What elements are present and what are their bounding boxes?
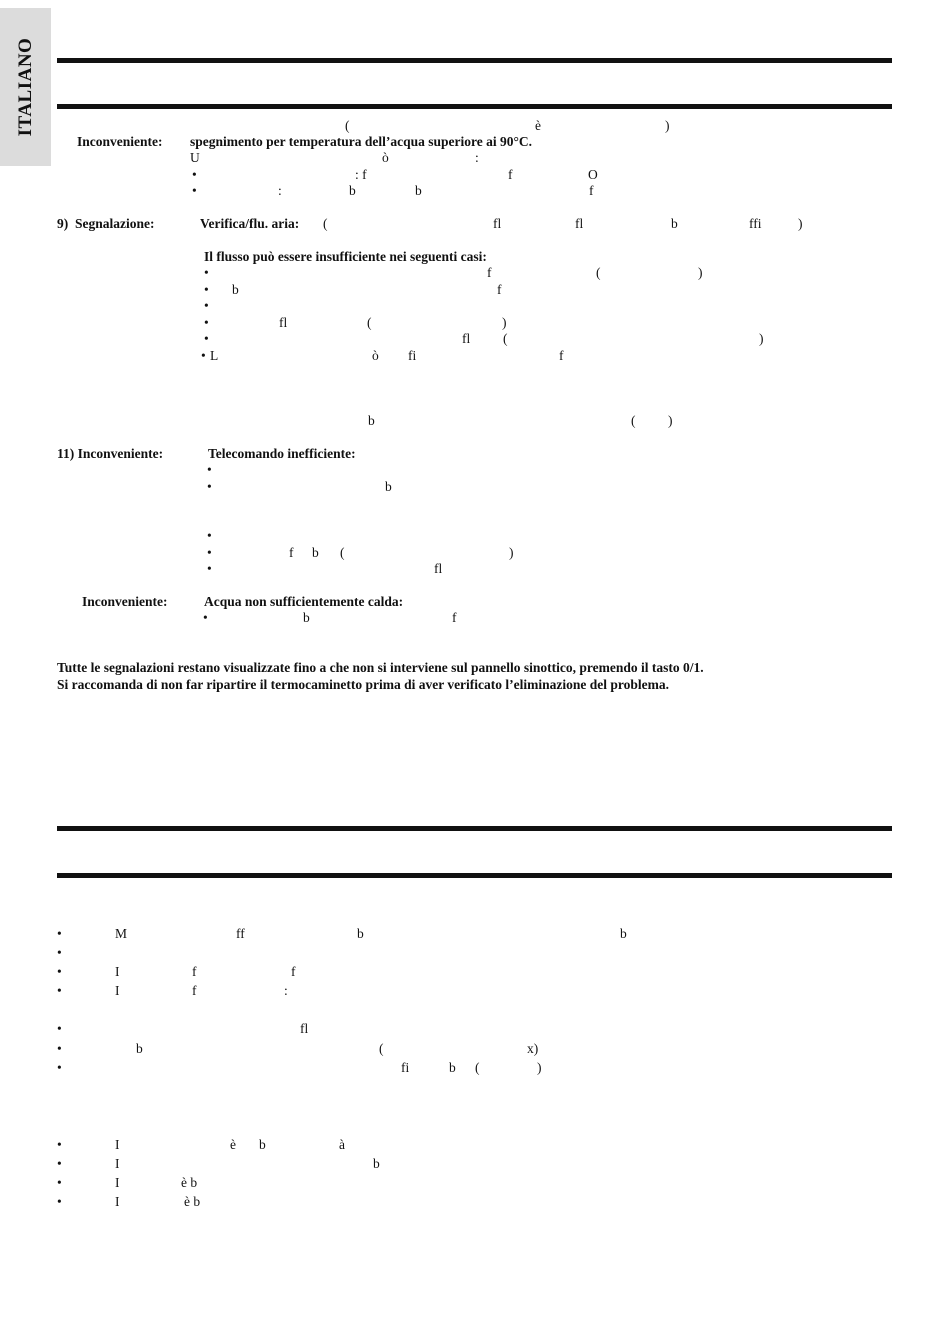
sec11-item-fragment: ): [509, 545, 514, 560]
lower-g1-fragment: b: [620, 926, 627, 941]
lower-g3-fragment: I: [115, 1175, 120, 1190]
lower-g3-fragment: à: [339, 1137, 345, 1152]
lower-g2-fragment: x): [527, 1041, 539, 1056]
lower-g3-fragment: è b: [184, 1194, 201, 1209]
lower-g1-fragment: :: [284, 983, 288, 998]
lower-g3-fragment: è: [230, 1137, 236, 1152]
top-line-u-fragment: U: [190, 150, 200, 165]
lower-g3-fragment: è b: [181, 1175, 198, 1190]
lower-g1-fragment: f: [192, 983, 197, 998]
sec9-subtitle: Il flusso può essere insufficiente nei seguenti casi:: [204, 249, 487, 264]
sec11-item-fragment: fl: [434, 561, 443, 576]
sec9-last-item-fragment: fi: [408, 348, 417, 363]
inconveniente-label-top: Inconveniente:: [77, 134, 163, 149]
lower-g2-fragment: (: [475, 1060, 480, 1075]
top-fragment: (: [345, 118, 350, 133]
sec11-item-bullet: •: [207, 545, 212, 560]
sec10-fragment: b: [368, 413, 375, 428]
sec9-item-bullet: •: [204, 282, 209, 297]
sec9-item-fragment: (: [367, 315, 372, 330]
sec9-item-bullet: •: [204, 265, 209, 280]
sec11-item-fragment: (: [340, 545, 345, 560]
lower-g2-item-bullet: •: [57, 1060, 62, 1075]
sec11-item-fragment: b: [385, 479, 392, 494]
sec12-title: Acqua non sufficientemente calda:: [204, 594, 404, 609]
language-tab-label: ITALIANO: [14, 37, 36, 137]
sec9-item-fragment: f: [497, 282, 502, 297]
lower-g2-fragment: fi: [401, 1060, 410, 1075]
lower-g1-fragment: f: [192, 964, 197, 979]
sec11-item-bullet: •: [207, 561, 212, 576]
lower-g3-item-bullet: •: [57, 1156, 62, 1171]
lower-g1-item-bullet: •: [57, 983, 62, 998]
top-item-2-bullet: •: [192, 183, 197, 198]
sec9-item-fragment: fl: [462, 331, 471, 346]
section-rule-top: [57, 826, 892, 831]
lower-g1-fragment: f: [291, 964, 296, 979]
sec9-last-item-fragment: L: [210, 348, 219, 363]
sec12-label: Inconveniente:: [82, 594, 168, 609]
header-rule-bottom: [57, 104, 892, 109]
sec11-item-bullet: •: [207, 528, 212, 543]
lower-g3-fragment: I: [115, 1194, 120, 1209]
top-item-2-fragment: b: [349, 183, 356, 198]
top-line-u-fragment: :: [475, 150, 479, 165]
top-line-u-fragment: ò: [382, 150, 389, 165]
note-line-1: Tutte le segnalazioni restano visualizzate fino a che non si interviene sul pannello sinottico, premendo il tasto 0/1.: [57, 660, 704, 675]
sec11-title: Telecomando inefficiente:: [208, 446, 356, 461]
lower-g3-fragment: b: [259, 1137, 266, 1152]
sec9-title-fragment: b: [671, 216, 678, 231]
top-item-2-fragment: f: [589, 183, 594, 198]
lower-g2-fragment: ): [537, 1060, 542, 1075]
lower-g2-fragment: b: [449, 1060, 456, 1075]
sec9-item-fragment: (: [596, 265, 601, 280]
lower-g1-item-bullet: •: [57, 926, 62, 941]
sec9-title-fragment: fl: [493, 216, 502, 231]
note-line-2: Si raccomanda di non far ripartire il termocaminetto prima di aver verificato l’eliminazione del problema.: [57, 677, 670, 692]
sec9-title-fragment: (: [323, 216, 328, 231]
sec12-item-fragment: b: [303, 610, 310, 625]
sec9-last-item-bullet: •: [201, 348, 206, 363]
sec9-last-item-fragment: f: [559, 348, 564, 363]
top-item-2-fragment: b: [415, 183, 422, 198]
top-item-1-bullet: •: [192, 167, 197, 182]
top-item-2-fragment: :: [278, 183, 282, 198]
section-rule-bottom: [57, 873, 892, 878]
sec9-last-item-fragment: ò: [372, 348, 379, 363]
top-fragment: è: [535, 118, 541, 133]
sec11-item-bullet: •: [207, 479, 212, 494]
lower-g2-fragment: fl: [300, 1021, 309, 1036]
lower-g3-fragment: I: [115, 1137, 120, 1152]
sec9-item-fragment: ): [759, 331, 764, 346]
lower-g3-item-bullet: •: [57, 1137, 62, 1152]
lower-g2-item-bullet: •: [57, 1021, 62, 1036]
sec9-title-fragment: ffi: [749, 216, 762, 231]
lower-g1-fragment: ff: [236, 926, 245, 941]
lower-g2-fragment: (: [379, 1041, 384, 1056]
top-item-1-fragment: f: [508, 167, 513, 182]
sec9-item-fragment: ): [698, 265, 703, 280]
lower-g1-fragment: b: [357, 926, 364, 941]
sec10-fragment: ): [668, 413, 673, 428]
lower-g1-fragment: M: [115, 926, 128, 941]
top-item-1-fragment: : f: [355, 167, 367, 182]
sec11-item-fragment: f: [289, 545, 294, 560]
sec9-label: 9) Segnalazione:: [57, 216, 155, 231]
lower-g1-fragment: I: [115, 983, 120, 998]
lower-g3-fragment: b: [373, 1156, 380, 1171]
sec9-item-fragment: (: [503, 331, 508, 346]
sec9-item-bullet: •: [204, 298, 209, 313]
sec9-title-fragment: ): [798, 216, 803, 231]
sec9-item-fragment: f: [487, 265, 492, 280]
sec9-title: Verifica/flu. aria:: [200, 216, 300, 231]
sec9-item-bullet: •: [204, 315, 209, 330]
sec12-item-bullet: •: [203, 610, 208, 625]
lower-g1-item-bullet: •: [57, 964, 62, 979]
lower-g1-item-bullet: •: [57, 945, 62, 960]
sec9-item-fragment: b: [232, 282, 239, 297]
language-tab: [0, 8, 51, 166]
sec12-item-fragment: f: [452, 610, 457, 625]
header-rule-top: [57, 58, 892, 63]
top-fragment: ): [665, 118, 670, 133]
sec10-fragment: (: [631, 413, 636, 428]
sec9-item-fragment: ): [502, 315, 507, 330]
sec11-item-fragment: b: [312, 545, 319, 560]
lower-g3-fragment: I: [115, 1156, 120, 1171]
lower-g3-item-bullet: •: [57, 1175, 62, 1190]
sec11-label: 11) Inconveniente:: [57, 446, 164, 461]
sec9-item-fragment: fl: [279, 315, 288, 330]
lower-g3-item-bullet: •: [57, 1194, 62, 1209]
top-item-1-fragment: O: [588, 167, 598, 182]
lower-g1-fragment: I: [115, 964, 120, 979]
sec9-title-fragment: fl: [575, 216, 584, 231]
sec11-item-bullet: •: [207, 462, 212, 477]
lower-g2-fragment: b: [136, 1041, 143, 1056]
sec9-item-bullet: •: [204, 331, 209, 346]
lower-g2-item-bullet: •: [57, 1041, 62, 1056]
inconveniente-title-top: spegnimento per temperatura dell’acqua superiore ai 90°C.: [190, 134, 532, 149]
